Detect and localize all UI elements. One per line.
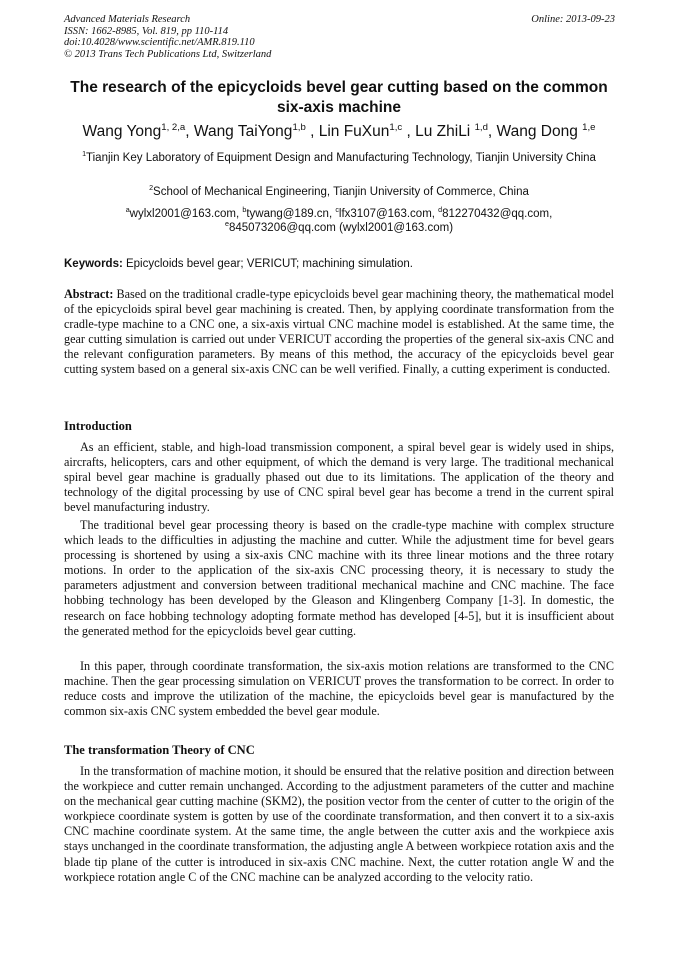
abstract [64,287,614,378]
email-sup: e [224,220,229,229]
email: 845073206@qq.com (wylxl2001@163.com) [228,222,454,234]
keywords-text: Epicycloids bevel gear; VERICUT; machining simulation. [122,258,413,270]
section-heading-cnc-theory: The transformation Theory of CNC [64,743,255,757]
author-affil-sup: 1,c [389,121,403,133]
journal-name: Advanced Materials Research [64,14,191,25]
affiliation-sup: 2 [149,184,154,193]
author-name: Wang Yong [82,123,162,140]
author-name: Wang TaiYong [193,123,293,140]
abstract-text: Based on the traditional cradle-type epicycloids bevel gear machining theory, the mathematical model of the epicycloids spiral bevel gear machining is created. Then, by applying coordinate transformation from the cradle-type machine to a CNC one, a six-axis virtual CNC machine model is established. At the same time, the gear cutting simulation is carried out under VERICUT according the properties of the general six-axis CNC and the relevant configuration parameters. By means of this method, the accuracy of the epicycloids bevel gear cutting system based on a general six-axis CNC can be well verified. Finally, a cutting experiment is conducted. [64,287,614,377]
email-list [64,207,614,235]
author-list [40,122,638,142]
email: lfx3107@163.com, [338,208,439,220]
author-name: Lin FuXun [318,123,390,140]
affiliation-1 [64,151,614,165]
author-name: Lu ZhiLi [415,123,475,140]
online-date: Online: 2013-09-23 [531,14,615,25]
paper-title [60,78,618,118]
email: 812270432@qq.com, [442,208,553,220]
author-sep: , [402,123,416,140]
copyright: © 2013 Trans Tech Publications Ltd, Switzerland [64,48,272,60]
affiliation-2 [64,185,614,199]
issn: ISSN: 1662-8985, Vol. 819, pp 110-114 [64,25,229,37]
author-affil-sup: 1,e [582,121,596,133]
keywords-label: Keywords: [64,258,123,270]
intro-paragraph-1: As an efficient, stable, and high-load transmission component, a spiral bevel gear is widely used in ships, aircrafts, helicopters, cars and other equipment, of which the demand is very large. The traditional mechanical spiral bevel gear machine is gradually phased out due to its limitations. The application of the theory and technology of the digital processing by use of CNC spiral bevel gear has become a trend in the current spiral bevel manufacturing industry. [64,440,614,515]
author-name: Wang Dong [496,123,583,140]
email-sup: b [242,206,247,215]
title-line-2: six-axis machine [276,99,402,116]
author-sep: , [305,123,319,140]
email: wylxl2001@163.com, [129,208,243,220]
affiliation-sup: 1 [82,150,87,159]
author-affil-sup: 1,b [292,121,306,133]
keywords [64,257,616,271]
section-heading-introduction: Introduction [64,419,132,433]
abstract-label: Abstract: [64,287,114,301]
author-affil-sup: 1, 2,a [161,121,186,133]
intro-paragraph-2: The traditional bevel gear processing theory is based on the cradle-type machine with complex structure which leads to the difficulties in adjusting the machine and cutter. While the adjustment time for bevel gears processing is shortened by using a six-axis CNC machine with its three linear motions and the three rotary motions. In order to the application of the six-axis CNC processing theory, it is necessary to study the parameters adjustment and conversion between traditional mechanical machine and CNC machine. The face hobbing technology has been developed by the Gleason and Klingenberg Company [1-3]. In domestic, the research on face hobbing technology adopting formate method has developed [4-5], but it is insufficient about the generated method for the epicycloids bevel gear cutting. [64,518,614,638]
intro-paragraph-3: In this paper, through coordinate transformation, the six-axis motion relations are transformed to the CNC machine. Then the gear processing simulation on VERICUT proves the transformation to be correct. In order to reduce costs and improve the utilization of the machine, the epicycloids bevel gear is manufactured by the common six-axis CNC system embedded the bevel gear module. [64,659,614,719]
author-sep: , [487,123,497,140]
email-sup: a [125,206,130,215]
email-sup: d [438,206,443,215]
email-sup: c [335,206,339,215]
author-sep: , [185,123,194,140]
journal-header [64,14,271,60]
title-line-1: The research of the epicycloids bevel gear cutting based on the common [70,79,608,96]
cnc-paragraph-1: In the transformation of machine motion, it should be ensured that the relative position and direction between the workpiece and cutter remain unchanged. According to the adjustment parameters of the cutter and machine on the mechanical gear cutting machine (SKM2), the position vector from the center of cutter to the origin of the workpiece coordinate system is gotten by use of the coordinate transformation, and then convert it to a six-axis CNC machine coordinate system. At the same time, the angle between the cutter axis and the workpiece axis stays unchanged in the coordinate transformation, the adjusting angle A between workpiece rotation axis and the blade tip plane of the cutter is introduced in six-axis CNC machine. Next, the cutter rotation angle W and the workpiece rotation angle C of the CNC machine can be analyzed according to the velocity ratio. [64,764,614,884]
affiliation-text: Tianjin Key Laboratory of Equipment Design and Manufacturing Technology, Tianjin University China [86,152,596,164]
email: tywang@189.cn, [246,208,336,220]
author-affil-sup: 1,d [474,121,488,133]
doi: doi:10.4028/www.scientific.net/AMR.819.110 [64,37,255,48]
affiliation-text: School of Mechanical Engineering, Tianjin University of Commerce, China [153,186,529,198]
